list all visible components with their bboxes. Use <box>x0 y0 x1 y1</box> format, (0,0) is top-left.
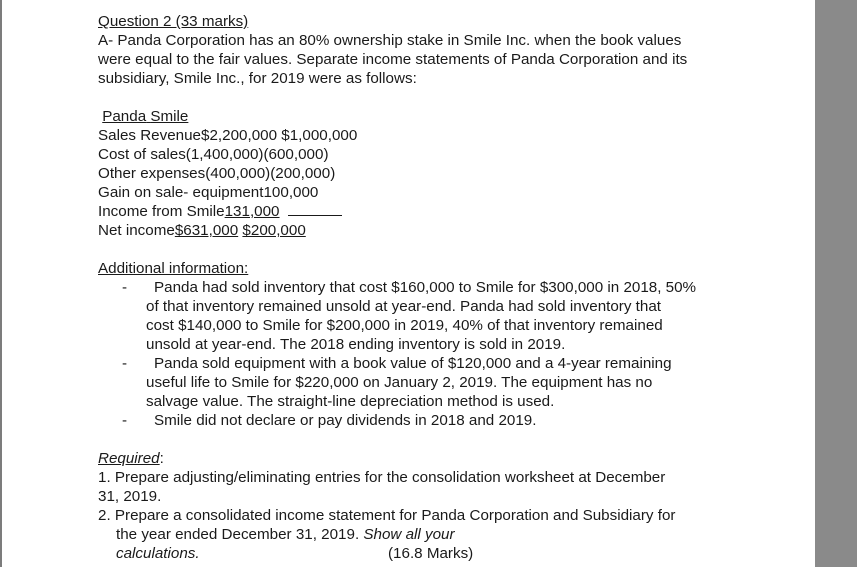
statement-row-gain: Gain on sale- equipment100,000 <box>98 184 319 201</box>
document-page <box>2 0 815 567</box>
blank-underline <box>288 202 342 216</box>
statement-row-other-expenses: Other expenses(400,000)(200,000) <box>98 165 336 182</box>
intro-line-3: subsidiary, Smile Inc., for 2019 were as follows: <box>98 70 417 87</box>
additional-heading: Additional information: <box>98 260 249 277</box>
header-panda: Panda <box>102 108 147 125</box>
header-smile: Smile <box>150 108 189 125</box>
question-title: Question 2 (33 marks) <box>98 13 249 30</box>
required-item-2-cont: the year ended December 31, 2019. Show all your <box>116 526 455 543</box>
marks-label: (16.8 Marks) <box>388 545 474 562</box>
bullet-3: - Smile did not declare or pay dividends in 2018 and 2019. <box>122 412 537 429</box>
statement-header <box>98 107 738 126</box>
required-heading: Required: <box>98 450 164 467</box>
statement-row-net-income: Net income$631,000 $200,000 <box>98 222 306 239</box>
intro-line-1: A- Panda Corporation has an 80% ownership stake in Smile Inc. when the book values <box>98 32 682 49</box>
required-item-1: 1. Prepare adjusting/eliminating entries for the consolidation worksheet at December <box>98 469 666 486</box>
question-content <box>98 12 738 563</box>
required-item-2-cont-2: calculations. (16.8 Marks) <box>116 545 474 562</box>
statement-row-sales: Sales Revenue$2,200,000 $1,000,000 <box>98 127 358 144</box>
required-item-1-cont: 31, 2019. <box>98 488 162 505</box>
bullet-2: - Panda sold equipment with a book value of $120,000 and a 4-year remaining useful life to Smile for $220,000 on January 2, 2019. The equipment has no salvage value. The straight-line depreciation method is used. <box>122 355 672 410</box>
intro-line-2: were equal to the fair values. Separate income statements of Panda Corporation and its <box>98 51 688 68</box>
bullet-1: - Panda had sold inventory that cost $160,000 to Smile for $300,000 in 2018, 50% of that inventory remained unsold at year-end. Panda had sold inventory that cost $140,000 to Smile for $200,000 in 2019, 40% of that inventory remained unsold at year-end. The 2018 ending inventory is sold in 2019. <box>122 279 697 353</box>
statement-row-cost-of-sales: Cost of sales(1,400,000)(600,000) <box>98 146 329 163</box>
required-item-2: 2. Prepare a consolidated income statement for Panda Corporation and Subsidiary for <box>98 507 676 524</box>
statement-row-income-from-smile: Income from Smile131,000 <box>98 202 738 221</box>
